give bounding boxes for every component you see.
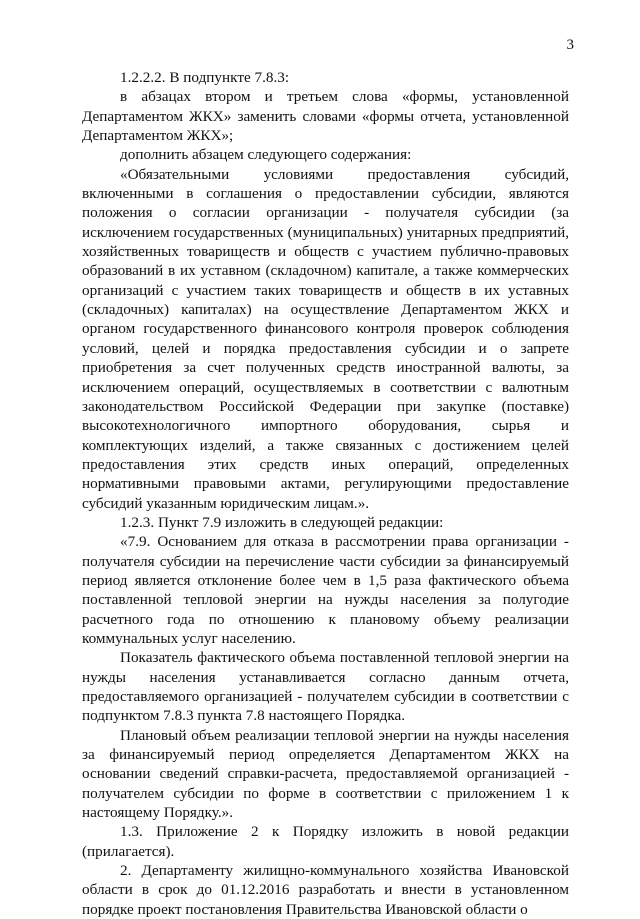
paragraph-item-7-9: «7.9. Основанием для отказа в рассмотрении права организации - получателя субсидии на перечисление части субсидии за финансируемый период является отклонение более чем в 1,5 раза фактического объема поставленной тепловой энергии на нужды населения за полугодие расчетного года по отношению к плановому объему реализации коммунальных услуг населению. [82,533,569,647]
paragraph-actual-volume: Показатель фактического объема поставленной тепловой энергии на нужды населения устанавливается согласно данным отчета, предоставляемого организацией - получателем субсидии в соответствии с подпунктом 7.8.3 пункта 7.8 настоящего Порядка. [82,649,569,725]
paragraph-clause-1-3: 1.3. Приложение 2 к Порядку изложить в новой редакции (прилагается). [82,823,569,860]
paragraph-item-2: 2. Департаменту жилищно-коммунального хозяйства Ивановской области в срок до 01.12.2016 разработать и внести в установленном порядке проект постановления Правительства Ивановской области о [82,862,569,918]
paragraph-subclause-1-2-2-2: 1.2.2.2. В подпункте 7.8.3: [120,69,290,86]
paragraph-clause-1-2-3: 1.2.3. Пункт 7.9 изложить в следующей редакции: [120,513,444,531]
paragraph-planned-volume: Плановый объем реализации тепловой энергии на нужды населения за финансируемый период определяется Департаментом ЖКХ на основании сведений справки-расчета, предоставляемой организацией - получателем субсидии по форме в соответствии с приложением 1 к настоящему Порядку.». [82,726,569,822]
paragraph-subsidy-conditions: «Обязательными условиями предоставления субсидий, включенными в соглашения о предоставлении субсидии, являются положения о согласии организации - получателя субсидии (за исключением государственных (муниципальных) унитарных предприятий, хозяйственных товариществ и обществ с участием публично-правовых образований в их уставном (складочном) капитале, а также коммерческих организаций с участием таких товариществ и обществ в их уставных (складочных) капиталах) на осуществление Департаментом ЖКХ и органом государственного финансового контроля проверок соблюдения условий, целей и порядка предоставления субсидии и о запрете приобретения за счет полученных средств иностранной валюты, за исключением операций, осуществляемых в соответствии с валютным законодательством Российской Федерации при закупке (поставке) высокотехнологичного импортного оборудования, сырья и комплектующих изделий, а также связанных с достижением целей предоставления этих средств иных операций, определенных нормативными правовыми актами, регулирующими предоставление субсидий указанным юридическим лицам.». [82,165,569,512]
document-body [82,68,569,919]
paragraph-replace-words: в абзацах втором и третьем слова «формы, установленной Департаментом ЖКХ» заменить словами «формы отчета, установленной Департаментом ЖКХ»; [82,88,569,145]
page-number: 3 [566,37,574,53]
paragraph-add-clause: дополнить абзацем следующего содержания: [120,146,412,164]
